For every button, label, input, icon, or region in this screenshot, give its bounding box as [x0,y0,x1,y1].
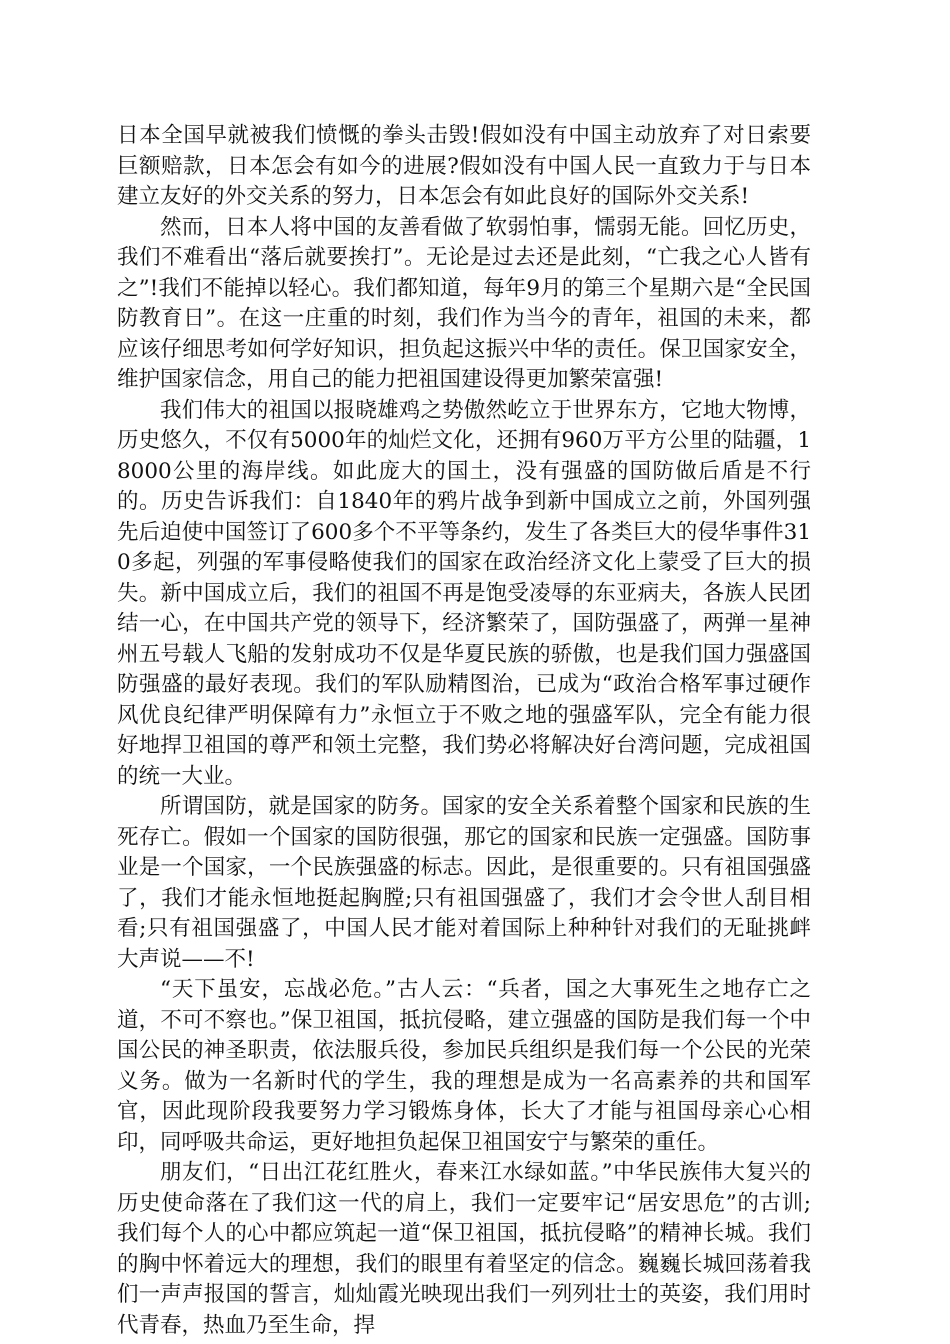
paragraph-great-motherland: 我们伟大的祖国以报晓雄鸡之势傲然屹立于世界东方，它地大物博，历史悠久，不仅有5000年的灿烂文化，还拥有960万平方公里的陆疆，18000公里的海岸线。如此庞大的国土，没有强盛的国防做后盾是不行的。历史告诉我们：自1840年的鸦片战争到新中国成立之前，外国列强先后迫使中国签订了600多个不平等条约，发生了各类巨大的侵华事件310多起，列强的军事侵略使我们的国家在政治经济文化上蒙受了巨大的损失。新中国成立后，我们的祖国不再是饱受凌辱的东亚病夫，各族人民团结一心，在中国共产党的领导下，经济繁荣了，国防强盛了，两弹一星神州五号载人飞船的发射成功不仅是华夏民族的骄傲，也是我们国力强盛国防强盛的最好表现。我们的军队励精图治，已成为“政治合格军事过硬作风优良纪律严明保障有力”永恒立于不败之地的强盛军队，完全有能力很好地捍卫祖国的尊严和领土完整，我们势必将解决好台湾问题，完成祖国的统一大业。 [117,397,811,789]
paragraph-national-defense: 所谓国防，就是国家的防务。国家的安全关系着整个国家和民族的生死存亡。假如一个国家的国防很强，那它的国家和民族一定强盛。国防事业是一个国家，一个民族强盛的标志。因此，是很重要的。只有祖国强盛了，我们才能永恒地挺起胸膛;只有祖国强盛了，我们才会令世人刮目相看;只有祖国强盛了，中国人民才能对着国际上种种针对我们的无耻挑衅大声说——不! [117,794,811,972]
paragraph-continuation: 日本全国早就被我们愤慨的拳头击毁!假如没有中国主动放弃了对日索要巨额赔款，日本怎会有如今的进展?假如没有中国人民一直致力于与日本建立友好的外交关系的努力，日本怎会有如此良好的国际外交关系! [117,123,811,209]
paragraph-never-forget-war: “天下虽安，忘战必危。”古人云：“兵者，国之大事死生之地存亡之道，不可不察也。”保卫祖国，抵抗侵略，建立强盛的国防是我们每一个中国公民的神圣职责，依法服兵役，参加民兵组织是我们每一个公民的光荣义务。做为一名新时代的学生，我的理想是成为一名高素养的共和国军官，因此现阶段我要努力学习锻炼身体，长大了才能与祖国母亲心心相印，同呼吸共命运，更好地担负起保卫祖国安宁与繁荣的重任。 [117,977,811,1155]
paragraph-history-lesson: 然而，日本人将中国的友善看做了软弱怕事，懦弱无能。回忆历史，我们不难看出“落后就要挨打”。无论是过去还是此刻，“亡我之心人皆有之”!我们不能掉以轻心。我们都知道，每年9月的第三个星期六是“全民国防教育日”。在这一庄重的时刻，我们作为当今的青年，祖国的未来，都应该仔细思考如何学好知识，担负起这振兴中华的责任。保卫国家安全，维护国家信念，用自己的能力把祖国建设得更加繁荣富强! [117,214,811,392]
document-body [117,121,811,1341]
paragraph-friends-call: 朋友们，“日出江花红胜火，春来江水绿如蓝。”中华民族伟大复兴的历史使命落在了我们这一代的肩上，我们一定要牢记“居安思危”的古训;我们每个人的心中都应筑起一道“保卫祖国，抵抗侵略”的精神长城。我们的胸中怀着远大的理想，我们的眼里有着坚定的信念。巍巍长城回荡着我们一声声报国的誓言，灿灿霞光映现出我们一列列壮士的英姿，我们用时代青春，热血乃至生命，捍 [117,1160,811,1338]
